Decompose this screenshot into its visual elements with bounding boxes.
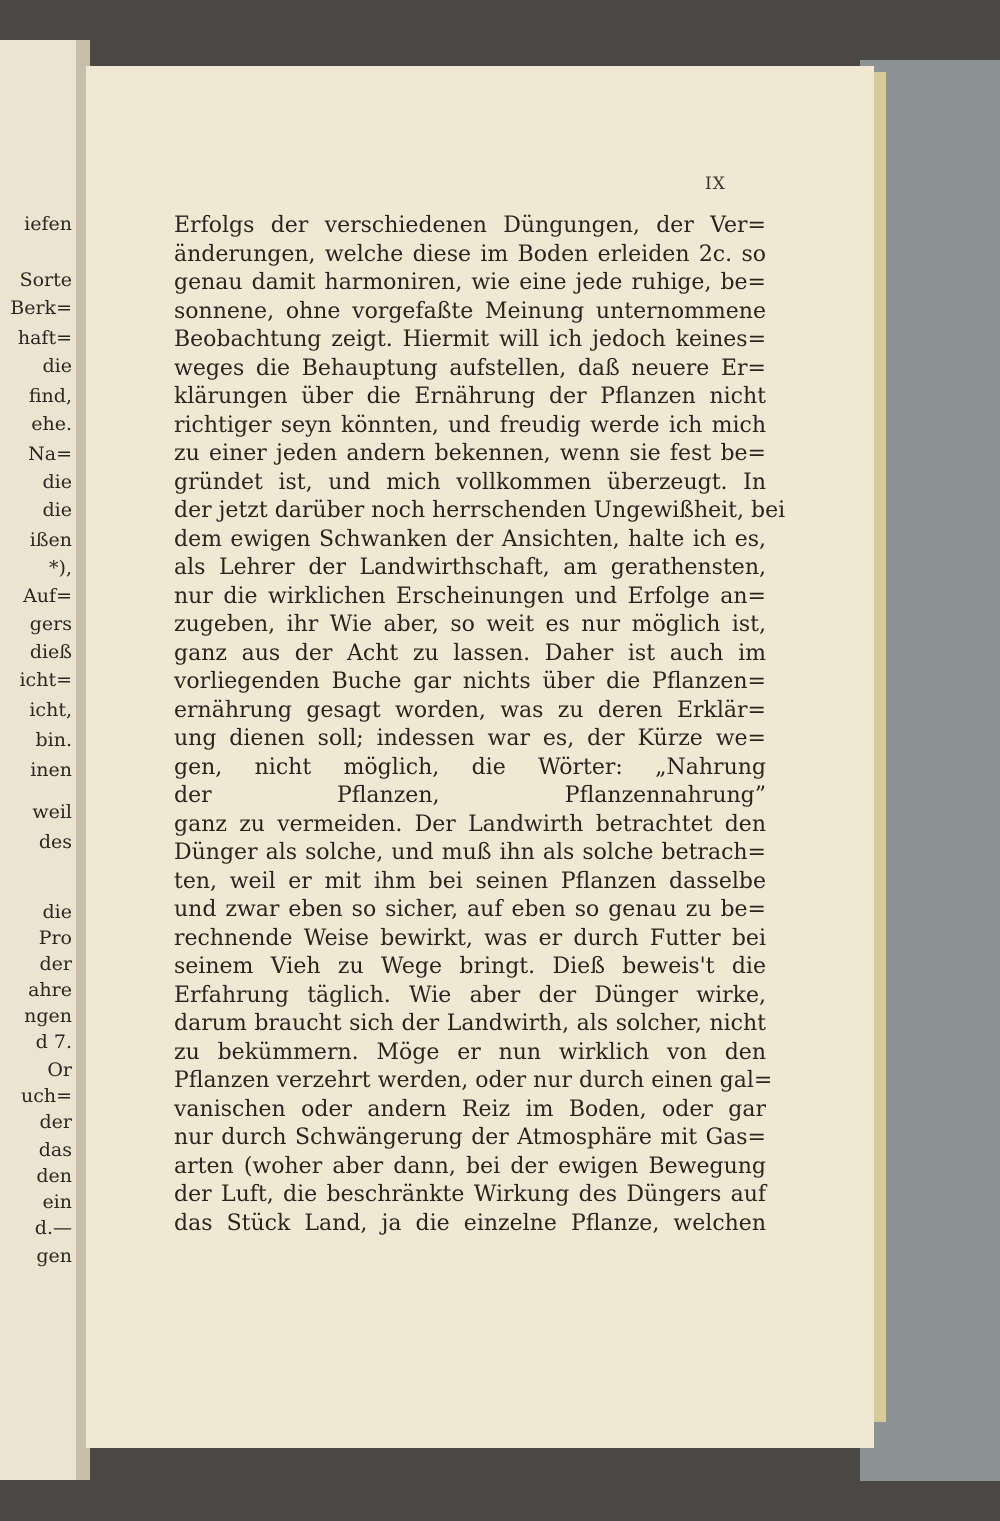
text-line: ganz zu vermeiden. Der Landwirth betrachtet den — [174, 811, 766, 837]
left-page-fragment: icht= — [19, 669, 72, 691]
text-line: zu einer jeden andern bekennen, wenn sie fest be= — [174, 441, 766, 466]
left-page-fragment: die — [42, 355, 72, 377]
text-line: das Stück Land, ja die einzelne Pflanze, welchen — [174, 1210, 766, 1236]
text-line: nur die wirklichen Erscheinungen und Erfolge an= — [174, 583, 766, 609]
text-line: darum braucht sich der Landwirth, als solcher, nicht — [174, 1011, 766, 1036]
left-page-fragment: die — [42, 499, 72, 521]
left-page-fragment: ahre — [28, 979, 72, 1001]
left-page-fragment: ein — [42, 1191, 72, 1213]
left-page-fragment: iefen — [24, 213, 72, 235]
left-page-fragment: gers — [29, 613, 72, 635]
text-line: der Luft, die beschränkte Wirkung des Düngers auf — [174, 1182, 766, 1207]
text-line: weges die Behauptung aufstellen, daß neuere Er= — [174, 355, 766, 381]
text-line: Erfolgs der verschiedenen Düngungen, der Ver= — [174, 213, 766, 238]
left-page-fragment: ehe. — [31, 413, 72, 435]
left-page-fragment: der — [39, 953, 72, 975]
left-page-fragment: Or — [47, 1059, 72, 1081]
left-page-fragment: Auf= — [23, 585, 72, 607]
text-line: sonnene, ohne vorgefaßte Meinung unternommene — [174, 298, 766, 324]
text-line: als Lehrer der Landwirthschaft, am gerathensten, — [174, 555, 766, 580]
text-line: der jetzt darüber noch herrschenden Ungewißheit, bei — [174, 498, 786, 523]
text-line: vorliegenden Buche gar nichts über die Pflanzen= — [174, 669, 766, 694]
left-page-fragment: inen — [30, 759, 72, 781]
left-page-fragment: icht, — [29, 699, 72, 721]
text-line: dem ewigen Schwanken der Ansichten, halte ich es, — [174, 526, 766, 552]
text-line: gründet ist, und mich vollkommen überzeugt. In — [174, 469, 766, 495]
text-line: seinem Vieh zu Wege bringt. Dieß beweis't die — [174, 954, 766, 979]
text-line: der Pflanzen, Pflanzennahrung” — [174, 783, 766, 808]
left-page-fragment: Berk= — [10, 297, 72, 319]
left-page-fragment: Na= — [28, 443, 72, 465]
text-line: genau damit harmoniren, wie eine jede ruhige, be= — [174, 270, 766, 295]
text-line: nur durch Schwängerung der Atmosphäre mit Gas= — [174, 1125, 766, 1150]
left-page-fragment: Pro — [38, 927, 72, 949]
text-line: Beobachtung zeigt. Hiermit will ich jedoch keines= — [174, 327, 766, 352]
text-line: zu bekümmern. Möge er nun wirklich von den — [174, 1039, 766, 1065]
text-line: ernährung gesagt worden, was zu deren Erklär= — [174, 697, 766, 723]
text-line: zugeben, ihr Wie aber, so weit es nur möglich ist, — [174, 612, 766, 637]
text-line: änderungen, welche diese im Boden erleiden 2c. so — [174, 241, 766, 267]
page-number: IX — [705, 174, 726, 194]
text-line: Dünger als solche, und muß ihn als solche betrach= — [174, 840, 766, 865]
left-page-fragment: dieß — [29, 641, 72, 663]
text-line: gen, nicht möglich, die Wörter: „Nahrung — [174, 754, 766, 780]
left-page — [0, 40, 82, 1480]
text-line: richtiger seyn könnten, und freudig werde ich mich — [174, 412, 766, 438]
left-page-fragment: ngen — [24, 1005, 72, 1027]
left-page-fragment: die — [42, 901, 72, 923]
text-line: ten, weil er mit ihm bei seinen Pflanzen dasselbe — [174, 868, 766, 894]
left-page-fragment: die — [42, 471, 72, 493]
text-line: arten (woher aber dann, bei der ewigen Bewegung — [174, 1153, 766, 1179]
body-text — [174, 212, 786, 1238]
text-line: und zwar eben so sicher, auf eben so genau zu be= — [174, 897, 766, 922]
left-page-fragment: d 7. — [35, 1031, 72, 1053]
text-line: vanischen oder andern Reiz im Boden, oder gar — [174, 1096, 766, 1122]
text-line: Erfahrung täglich. Wie aber der Dünger wirke, — [174, 982, 766, 1008]
left-page-fragment: d.— — [34, 1217, 72, 1239]
left-page-fragment: bin. — [35, 729, 72, 751]
text-line: Pflanzen verzehrt werden, oder nur durch einen gal= — [174, 1068, 773, 1093]
text-line: rechnende Weise bewirkt, was er durch Futter bei — [174, 925, 766, 951]
left-page-fragment: *), — [49, 557, 72, 579]
text-line: ganz aus der Acht zu lassen. Daher ist auch im — [174, 640, 766, 666]
left-page-fragment: der — [39, 1111, 72, 1133]
left-page-fragment: haft= — [17, 327, 72, 349]
left-page-fragment: das — [38, 1139, 72, 1161]
left-page-fragment: Sorte — [19, 269, 72, 291]
left-page-fragment: des — [38, 831, 72, 853]
left-page-fragment: weil — [32, 801, 72, 823]
text-line: klärungen über die Ernährung der Pflanzen nicht — [174, 384, 766, 409]
left-page-fragment: uch= — [20, 1085, 72, 1107]
left-page-fragment: gen — [36, 1245, 72, 1267]
left-page-fragment: ißen — [29, 529, 72, 551]
left-page-fragment: den — [36, 1165, 72, 1187]
text-line: ung dienen soll; indessen war es, der Kürze we= — [174, 726, 766, 751]
left-page-fragment: find, — [28, 385, 72, 407]
